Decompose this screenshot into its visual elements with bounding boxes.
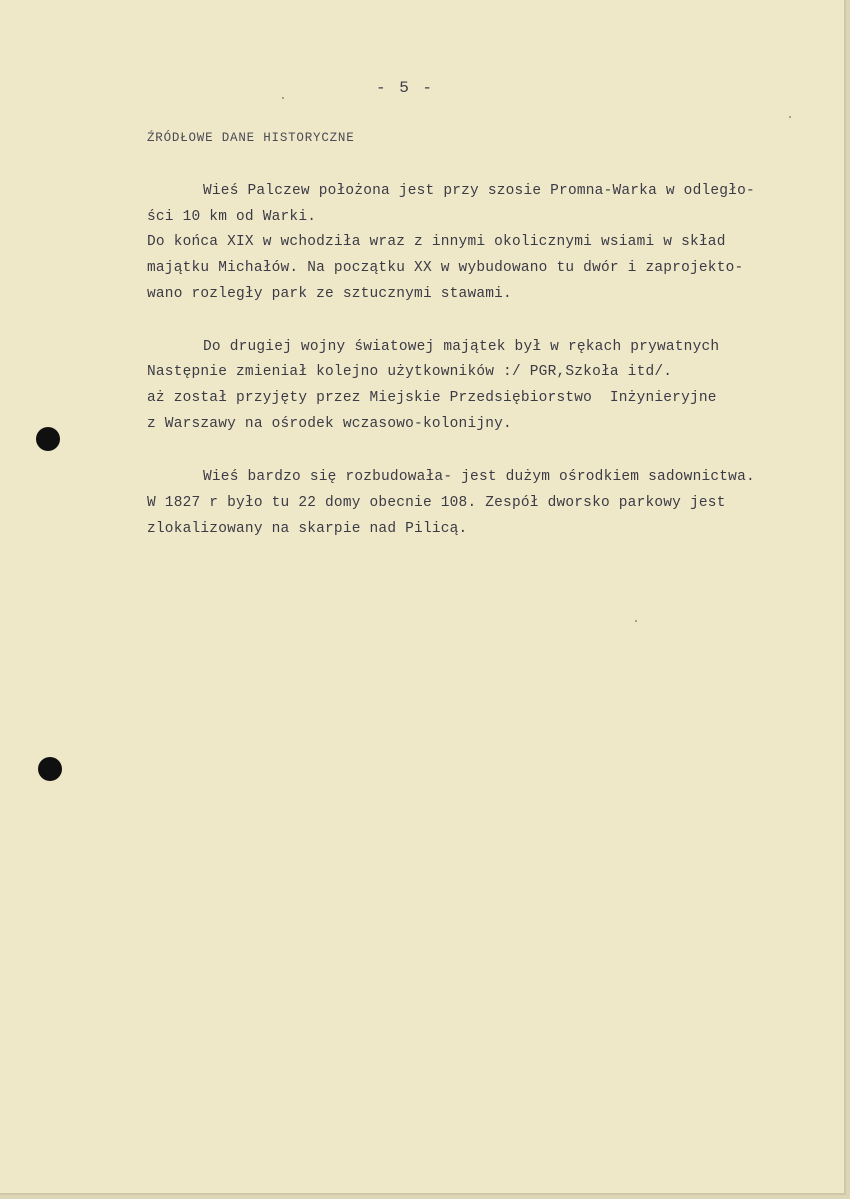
text-line: Wieś bardzo się rozbudowała- jest dużym ośrodkiem sadownictwa. xyxy=(203,469,755,485)
text-line: ści 10 km od Warki. xyxy=(147,209,317,225)
text-line: Do drugiej wojny światowej majątek był w rękach prywatnych xyxy=(203,339,720,355)
punch-hole xyxy=(38,757,62,781)
text-line: Do końca XIX w wchodziła wraz z innymi okolicznymi wsiami w skład xyxy=(147,234,726,250)
text-line: Wieś Palczew położona jest przy szosie Promna-Warka w odległo- xyxy=(203,183,755,199)
text-line: zlokalizowany na skarpie nad Pilicą. xyxy=(147,521,468,537)
paper-speck xyxy=(282,97,284,99)
paper-speck xyxy=(635,620,637,622)
punch-hole xyxy=(36,427,60,451)
text-line: majątku Michałów. Na początku XX w wybudowano tu dwór i zaprojekto- xyxy=(147,260,744,276)
text-line: W 1827 r było tu 22 domy obecnie 108. Zespół dworsko parkowy jest xyxy=(147,495,726,511)
text-line: wano rozległy park ze sztucznymi stawami. xyxy=(147,286,512,302)
page-number: - 5 - xyxy=(376,79,435,97)
text-line: z Warszawy na ośrodek wczasowo-kolonijny. xyxy=(147,416,512,432)
paper-speck xyxy=(789,116,791,118)
text-line: aż został przyjęty przez Miejskie Przedsiębiorstwo Inżynieryjne xyxy=(147,390,717,406)
text-line: Następnie zmieniał kolejno użytkowników :/ PGR,Szkoła itd/. xyxy=(147,364,673,380)
section-heading: ŹRÓDŁOWE DANE HISTORYCZNE xyxy=(147,131,355,145)
